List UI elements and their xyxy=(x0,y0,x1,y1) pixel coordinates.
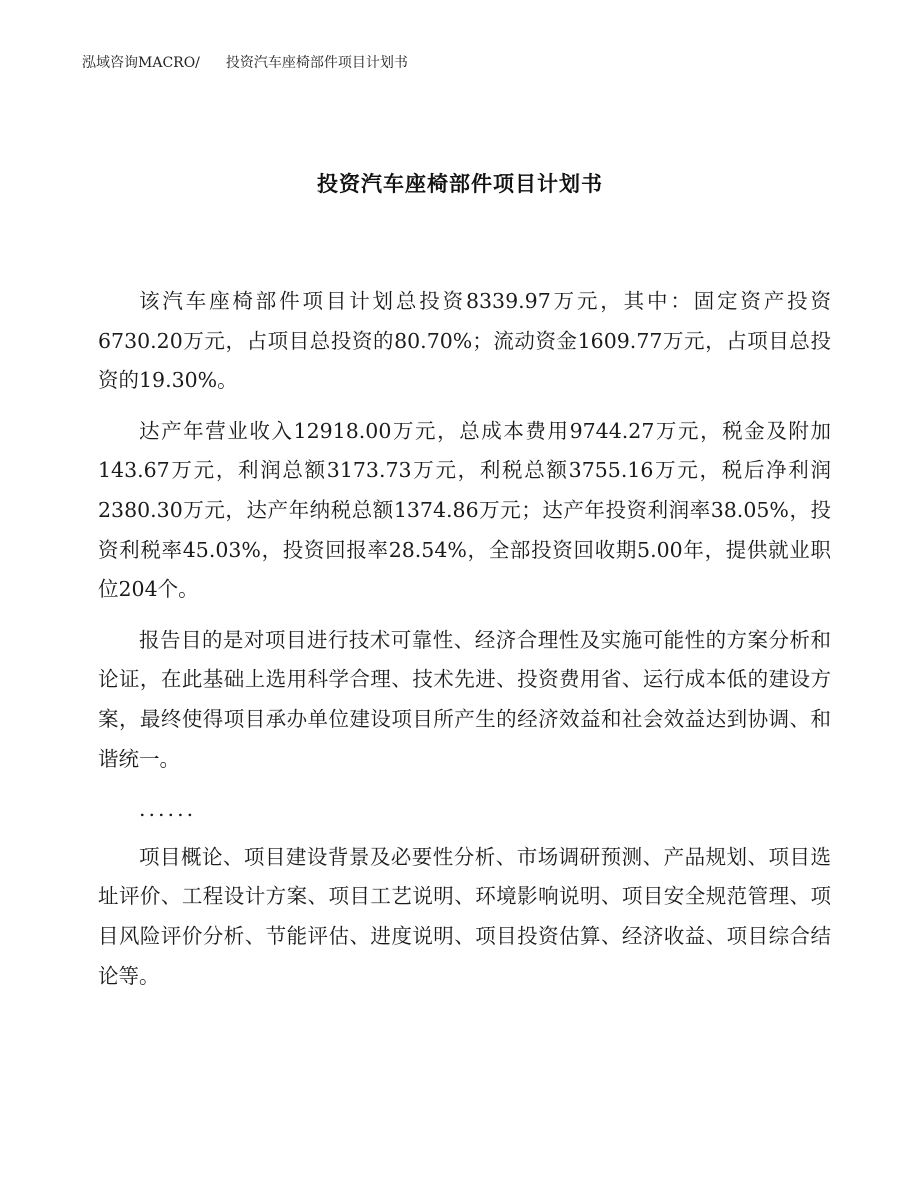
paragraph-purpose: 报告目的是对项目进行技术可靠性、经济合理性及实施可能性的方案分析和论证，在此基础上选用科学合理、技术先进、投资费用省、运行成本低的建设方案，最终使得项目承办单位建设项目所产生的经济效益和社会效益达到协调、和谐统一。 xyxy=(98,627,831,771)
document-title: 投资汽车座椅部件项目计划书 xyxy=(317,171,603,196)
paragraph-financials: 达产年营业收入12918.00万元，总成本费用9744.27万元，税金及附加143.67万元，利润总额3173.73万元，利税总额3755.16万元，税后净利润2380.30万元，达产年纳税总额1374.86万元；达产年投资利润率38.05%，投资利税率45.03%，投资回报率28.54%，全部投资回收期5.00年，提供就业职位204个。 xyxy=(98,418,831,602)
header-doc-name: 投资汽车座椅部件项目计划书 xyxy=(225,55,408,71)
paragraph-contents: 项目概论、项目建设背景及必要性分析、市场调研预测、产品规划、项目选址评价、工程设计方案、项目工艺说明、环境影响说明、项目安全规范管理、项目风险评价分析、节能评估、进度说明、项目投资估算、经济收益、项目综合结论等。 xyxy=(98,844,831,988)
document-body xyxy=(98,282,831,1007)
running-header xyxy=(82,52,408,72)
header-publisher: 泓域咨询MACRO/ xyxy=(82,55,200,71)
paragraph-investment: 该汽车座椅部件项目计划总投资8339.97万元，其中：固定资产投资6730.20万元，占项目总投资的80.70%；流动资金1609.77万元，占项目总投资的19.30%。 xyxy=(98,289,831,393)
ellipsis: ...... xyxy=(139,797,197,822)
